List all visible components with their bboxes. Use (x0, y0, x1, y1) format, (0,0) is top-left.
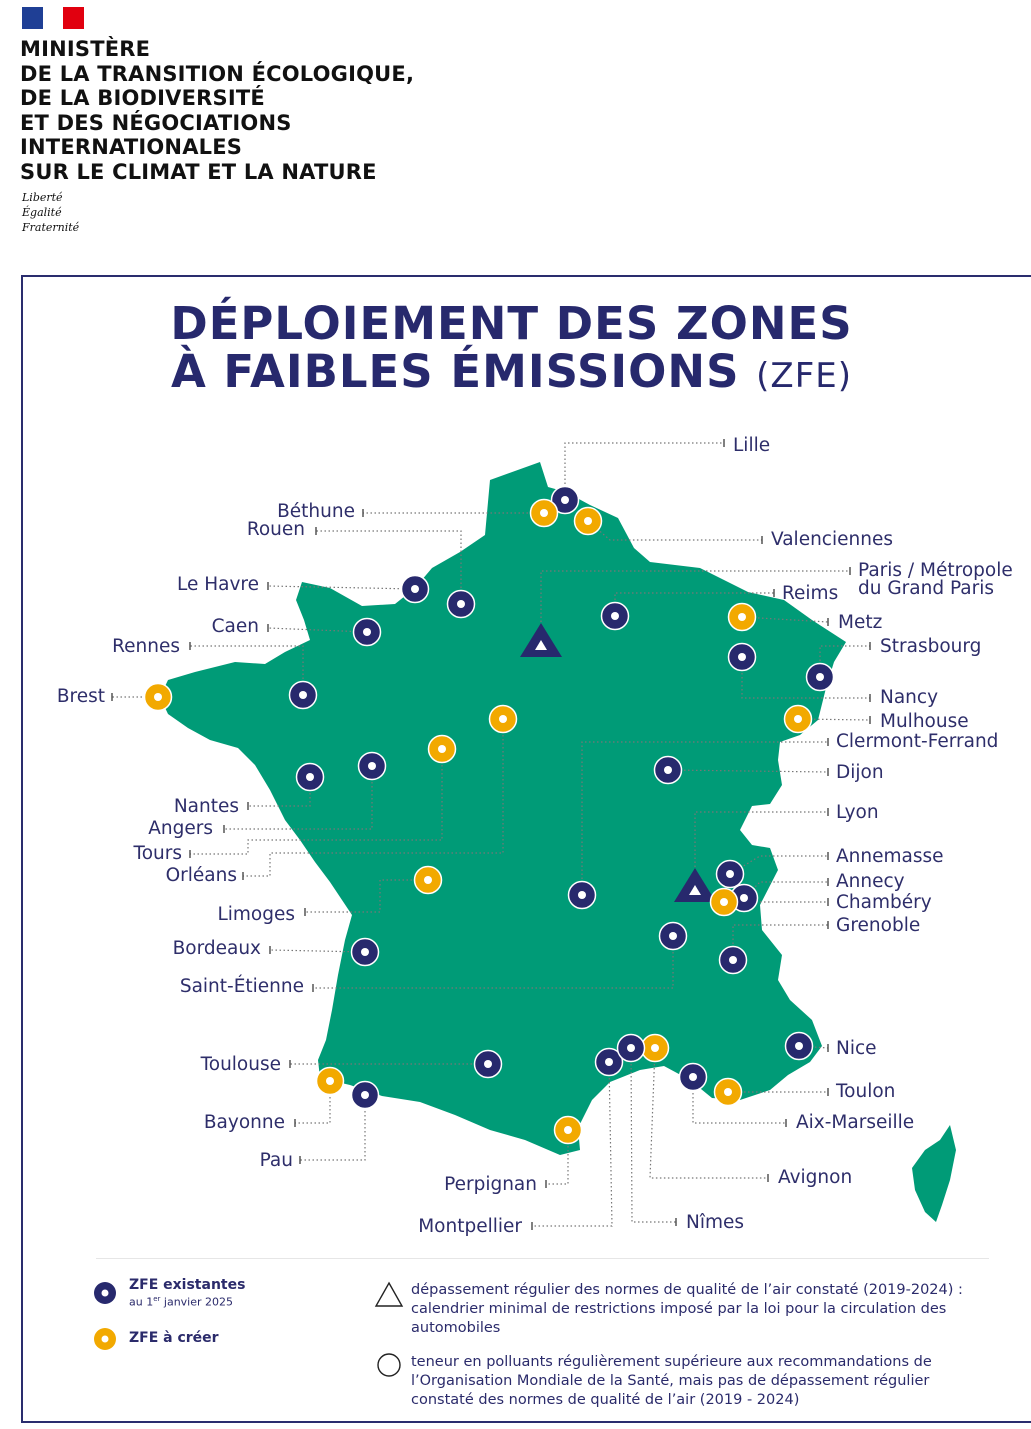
city-label-toulon: Toulon (836, 1081, 896, 1102)
city-label-nancy: Nancy (880, 687, 939, 708)
legend-triangle-icon (376, 1283, 402, 1306)
city-label-bordeaux: Bordeaux (172, 938, 261, 959)
city-label-chambery: Chambéry (836, 892, 932, 913)
city-label-pau: Pau (259, 1150, 293, 1171)
city-label-aix-marseille: Aix-Marseille (796, 1112, 915, 1133)
city-label-avignon: Avignon (778, 1167, 853, 1188)
motto-egalite: Égalité (22, 206, 62, 219)
city-label-brest: Brest (56, 686, 105, 707)
legend-existing-dot-center (102, 1290, 109, 1297)
city-label-tours: Tours (133, 843, 182, 864)
legend-triangle-text: dépassement régulier des normes de qualité de l’air constaté (2019-2024) : calendrier minimal de restrictions imposé par la loi pour la circulation des automobiles (411, 1282, 963, 1336)
city-label-angers: Angers (148, 818, 213, 839)
legend-create-title: ZFE à créer (129, 1330, 219, 1346)
ministry-line: DE LA BIODIVERSITÉ (20, 86, 265, 110)
city-label-montpellier: Montpellier (418, 1216, 522, 1237)
ministry-line: INTERNATIONALES (20, 135, 243, 159)
city-label-nimes: Nîmes (686, 1212, 745, 1233)
legend-existing-date-sup: er (153, 1295, 161, 1303)
city-label-reims: Reims (782, 583, 839, 604)
ministry-line: SUR LE CLIMAT ET LA NATURE (20, 159, 377, 184)
city-label-mulhouse: Mulhouse (880, 711, 969, 732)
city-label-lille: Lille (733, 435, 771, 456)
city-label-bethune: Béthune (277, 501, 355, 522)
legend-existing-title: ZFE existantes (129, 1277, 246, 1293)
city-label-limoges: Limoges (217, 904, 295, 925)
city-label-metz: Metz (838, 612, 883, 633)
legend-circle-text: teneur en polluants régulièrement supérieure aux recommandations de l’Organisation Mondiale de la Santé, mais pas de dépassement régulier constaté des normes de qualité de l’air (2019 - 2024) (411, 1354, 932, 1408)
legend-existing-date-prefix: au 1 (129, 1295, 154, 1309)
city-label-le-havre: Le Havre (176, 574, 259, 595)
city-label-rennes: Rennes (112, 636, 180, 657)
ministry-line: ET DES NÉGOCIATIONS (20, 110, 292, 135)
city-label-caen: Caen (211, 616, 259, 637)
title-main: À FAIBLES ÉMISSIONS (170, 345, 740, 398)
city-label-perpignan: Perpignan (444, 1174, 537, 1195)
title-abbr: (ZFE) (756, 356, 853, 396)
ministry-line: MINISTÈRE (20, 37, 151, 61)
city-label-orleans: Orléans (165, 865, 237, 886)
ministry-line: DE LA TRANSITION ÉCOLOGIQUE, (20, 61, 415, 86)
city-label-grenoble: Grenoble (836, 915, 921, 936)
city-label-nantes: Nantes (173, 796, 239, 817)
motto-liberte: Liberté (22, 191, 63, 204)
legend-create-dot-center (102, 1336, 109, 1343)
city-label-strasbourg: Strasbourg (880, 636, 982, 657)
city-label-paris-2: du Grand Paris (858, 578, 995, 599)
city-label-clermont: Clermont-Ferrand (836, 731, 999, 752)
city-label-paris-1: Paris / Métropole (858, 560, 1013, 581)
legend-circle-icon (378, 1354, 400, 1376)
legend-existing-date (129, 1295, 233, 1309)
title-line-1: DÉPLOIEMENT DES ZONES (170, 297, 853, 350)
city-label-annemasse: Annemasse (836, 846, 944, 867)
city-label-valenciennes: Valenciennes (771, 529, 893, 550)
city-label-dijon: Dijon (836, 762, 884, 783)
city-label-rouen: Rouen (246, 519, 305, 540)
city-label-annecy: Annecy (836, 871, 905, 892)
city-label-saint-etienne: Saint-Étienne (179, 976, 304, 997)
city-label-nice: Nice (836, 1038, 877, 1059)
city-label-bayonne: Bayonne (203, 1112, 285, 1133)
motto-fraternite: Fraternité (22, 221, 80, 234)
city-label-toulouse: Toulouse (200, 1054, 281, 1075)
legend-existing-date-suffix: janvier 2025 (160, 1295, 234, 1309)
city-label-lyon: Lyon (836, 802, 879, 823)
